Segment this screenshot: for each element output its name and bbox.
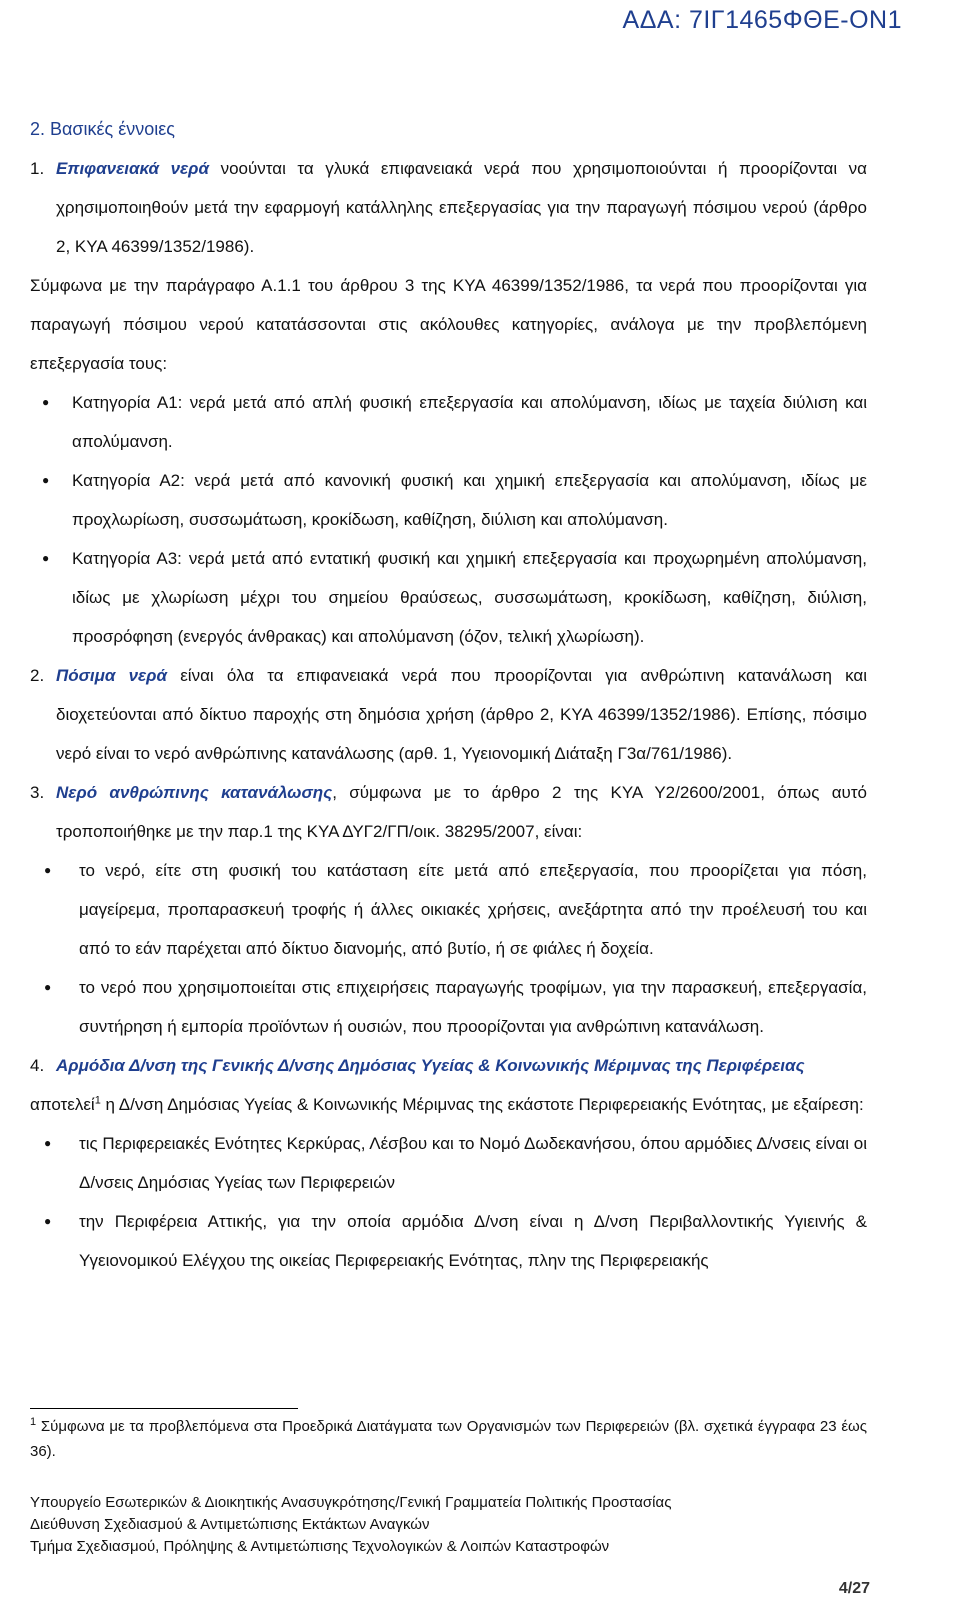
bullet-icon: ● [44,863,52,877]
footer-line-directorate: Διεύθυνση Σχεδιασμού & Αντιμετώπισης Εκτάκτων Αναγκών [30,1516,430,1533]
footer-line-department: Τμήμα Σχεδιασμού, Πρόληψης & Αντιμετώπισης Τεχνολογικών & Λοιπών Καταστροφών [30,1538,610,1555]
bullet-icon: ● [42,551,50,565]
ada-code: ΑΔΑ: 7ΙΓ1465ΦΘΕ-ΟΝ1 [622,6,902,34]
definition-item-4 [30,1046,867,1085]
item-body [56,656,867,773]
section-heading: 2. Βασικές έννοιες [30,119,175,139]
term-human-consumption-water: Νερό ανθρώπινης κατανάλωσης [56,783,333,802]
bullet-icon: ● [44,1214,52,1228]
footnote-text: Σύμφωνα με τα προβλεπόμενα στα Προεδρικά Διατάγματα των Οργανισμών των Περιφερειών (βλ. σχετικά έγγραφα 23 έως 36). [30,1418,867,1460]
footnote-mark: 1 [30,1416,37,1428]
term-surface-waters: Επιφανειακά νερά [56,159,210,178]
term-competent-directorate: Αρμόδια Δ/νση της Γενικής Δ/νσης Δημόσιας Υγείας & Κοινωνικής Μέριμνας της Περιφέρειας [56,1056,805,1075]
bullet-icon: ● [42,473,50,487]
paragraph-item4: αποτελεί$^1$ η Δ/νση Δημόσιας Υγείας & Κοινωνικής Μέριμνας της εκάστοτε Περιφερειακής Ενότητας, με εξαίρεση: [30,1094,864,1114]
definition-item-3 [30,773,867,851]
list-item: ● τις Περιφερειακές Ενότητες Κερκύρας, Λέσβου και το Νομό Δωδεκανήσου, όπου αρμόδιες Δ/νσεις είναι οι Δ/νσεις Δημόσιας Υγείας των Περιφερειών [44,1124,867,1202]
bullet-icon: ● [44,1136,52,1150]
definition-item-2 [30,656,867,773]
item-number: 3. [30,783,45,802]
bullet-icon: ● [44,980,52,994]
item-text: είναι όλα τα επιφανειακά νερά που προορίζονται για ανθρώπινη κατανάλωση και διοχετεύονται από δίκτυο παροχής στη δημόσια χρήση (άρθρο 2, ΚΥΑ 46399/1352/1986). Επίσης, πόσιμο νερό είναι το νερό ανθρώπινης κατανάλωσης (αρθ. 1, Υγειονομική Διάταξη Γ3α/761/1986). [56,666,868,763]
item-text: , σύμφωνα με το άρθρο 2 της ΚΥΑ Υ2/2600/2001, όπως αυτό τροποποιήθηκε με την παρ.1 της ΚΥΑ ΔΥΓ2/ΓΠ/οικ. 38295/2007, είναι: [56,783,867,841]
item-number: 4. [30,1056,45,1075]
item-text: νοούνται τα γλυκά επιφανειακά νερά που χρησιμοποιούνται ή προορίζονται να χρησιμοποιηθούν μετά την εφαρμογή κατάλληλης επεξεργασίας για την παραγωγή πόσιμου νερού (άρθρο 2, ΚΥΑ 46399/1352/1986). [56,159,867,256]
footnote-divider [30,1408,298,1409]
term-drinking-water: Πόσιμα νερά [56,666,168,685]
exception-list [30,1124,867,1280]
consumption-list [30,851,867,1046]
category-list [30,383,867,656]
list-item: ● Κατηγορία Α2: νερά μετά από κανονική φυσική και χημική επεξεργασία και απολύμανση, ιδίως με προχλωρίωση, συσσωμάτωση, κροκίδωση, καθίζηση, διύλιση και απολύμανση. [42,461,867,539]
page-footer [30,1492,890,1558]
item-number: 2. [30,666,45,685]
footnote-reference[interactable]: 1 [94,1094,101,1107]
item-body [56,1046,867,1085]
document-body [30,110,867,1280]
page-number: 4/27 [838,1580,870,1597]
list-item: ● το νερό που χρησιμοποιείται στις επιχειρήσεις παραγωγής τροφίμων, για την παρασκευή, επεξεργασία, συντήρηση ή εμπορία προϊόντων ή ουσιών, που προορίζονται για ανθρώπινη κατανάλωση. [44,968,867,1046]
list-item: ● Κατηγορία Α3: νερά μετά από εντατική φυσική και χημική επεξεργασία και προχωρημένη απολύμανση, ιδίως με χλωρίωση μέχρι του σημείου θραύσεως, συσσωμάτωση, κροκίδωση, καθίζηση, διύλιση, προσρόφηση (ενεργός άνθρακας) και απολύμανση (όζον, τελική χλωρίωση). [42,539,867,656]
list-item: ● το νερό, είτε στη φυσική του κατάσταση είτε μετά από επεξεργασία, που προορίζεται για πόση, μαγείρεμα, προπαρασκευή τροφής ή άλλες οικιακές χρήσεις, ανεξάρτητα από την προέλευσή του και από το εάν παρέχεται από δίκτυο διανομής, από βυτίο, ή σε φιάλες ή δοχεία. [44,851,867,968]
paragraph-a11: Σύμφωνα με την παράγραφο Α.1.1 του άρθρου 3 της ΚΥΑ 46399/1352/1986, τα νερά που προορίζονται για παραγωγή πόσιμου νερού κατατάσσονται στις ακόλουθες κατηγορίες, ανάλογα με την προβλεπόμενη επεξεργασία τους: [30,276,867,373]
item-body [56,149,867,266]
definition-item-1 [30,149,867,266]
item-number: 1. [30,159,45,178]
item-body [56,773,867,851]
footer-line-ministry: Υπουργείο Εσωτερικών & Διοικητικής Ανασυγκρότησης/Γενική Γραμματεία Πολιτικής Προστασίας [30,1494,672,1511]
footnote [30,1414,867,1464]
list-item: ● την Περιφέρεια Αττικής, για την οποία αρμόδια Δ/νση είναι η Δ/νση Περιβαλλοντικής Υγιεινής & Υγειονομικού Ελέγχου της οικείας Περιφερειακής Ενότητας, πλην της Περιφερειακής [44,1202,867,1280]
bullet-icon: ● [42,395,50,409]
list-item: ● Κατηγορία Α1: νερά μετά από απλή φυσική επεξεργασία και απολύμανση, ιδίως με ταχεία διύλιση και απολύμανση. [42,383,867,461]
